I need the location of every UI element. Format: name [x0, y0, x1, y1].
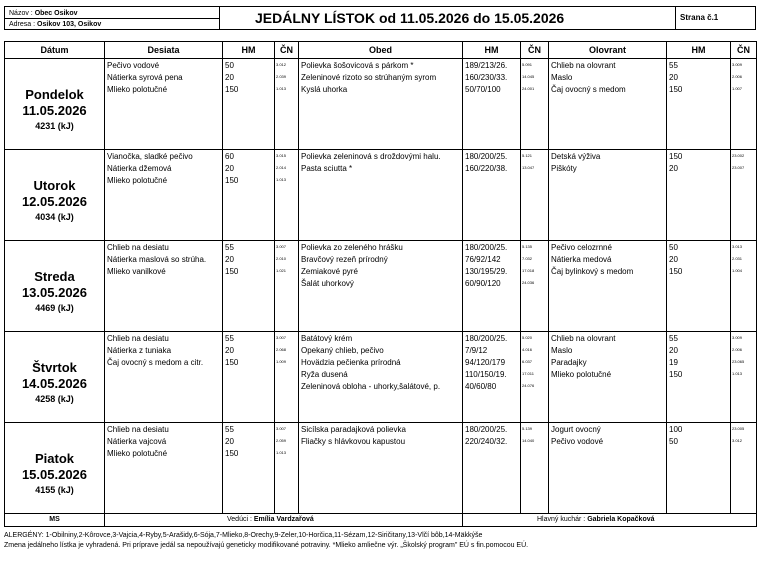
note: Zmena jedálneho lístka je vyhradená. Pri príprave jedál sa nepoužívajú geneticky modifikované potraviny. *Mlieko amliečne výr. „Školský program" EÚ s fin.pomocou EÚ. — [4, 542, 529, 549]
desiata-cn-cell — [275, 59, 299, 150]
olovrant-cn: 2.006 — [732, 74, 743, 79]
olovrant-cn: 1.007 — [732, 86, 743, 91]
obed-cn: 5.139 — [522, 426, 533, 431]
desiata-cn-cell — [275, 423, 299, 514]
desiata-hm: 150 — [225, 176, 239, 185]
obed-item: Pasta sciutta * — [301, 164, 353, 173]
desiata-cn: 1.009 — [276, 359, 287, 364]
desiata-hm: 50 — [225, 61, 234, 70]
desiata-hm: 20 — [225, 437, 234, 446]
obed-item: Ryža dusená — [301, 370, 348, 379]
column-header: Olovrant — [549, 42, 667, 59]
obed-item: Sicílska paradajková polievka — [301, 425, 406, 434]
name-value: Obec Osikov — [34, 10, 78, 17]
desiata-hm-cell — [223, 241, 275, 332]
desiata-cn-cell — [275, 332, 299, 423]
olovrant-hm-cell — [667, 332, 731, 423]
obed-cn: 17.018 — [522, 268, 535, 273]
obed-item: Batátový krém — [301, 334, 353, 343]
obed-hm-cell — [463, 150, 521, 241]
desiata-item: Chlieb na desiatu — [107, 425, 169, 434]
header-info — [9, 9, 101, 29]
desiata-cn-cell — [275, 150, 299, 241]
desiata-item: Nátierka syrová pena — [107, 73, 183, 82]
day-cell — [5, 423, 105, 514]
olovrant-hm: 150 — [669, 152, 683, 161]
obed-cn: 7.032 — [522, 256, 533, 261]
desiata-hm-cell — [223, 423, 275, 514]
olovrant-cn-cell — [731, 423, 757, 514]
table-row — [5, 241, 757, 332]
desiata-item: Vianočka, sladké pečivo — [107, 152, 193, 161]
olovrant-item: Maslo — [551, 346, 573, 355]
olovrant-item: Pečivo vodové — [551, 437, 604, 446]
day-cell — [5, 332, 105, 423]
desiata-hm: 55 — [225, 425, 234, 434]
desiata-item: Nátierka maslová so strúha. — [107, 255, 207, 264]
olovrant-cn: 1.013 — [732, 371, 743, 376]
olovrant-cn-cell — [731, 332, 757, 423]
table-body — [5, 59, 757, 527]
olovrant-cn: 3.013 — [732, 244, 743, 249]
obed-hm: 180/200/25. — [465, 152, 508, 161]
olovrant-hm-cell — [667, 150, 731, 241]
obed-hm: 130/195/29. — [465, 267, 508, 276]
desiata-cn: 1.021 — [276, 268, 287, 273]
olovrant-item-cell — [549, 423, 667, 514]
desiata-hm: 150 — [225, 267, 239, 276]
day-cell — [5, 241, 105, 332]
manager-label: Vedúci : — [227, 516, 252, 523]
obed-hm: 50/70/100 — [465, 85, 501, 94]
obed-cn: 14.045 — [522, 74, 535, 79]
day-name: Utorok — [33, 178, 76, 193]
table-row — [5, 332, 757, 423]
olovrant-item-cell — [549, 241, 667, 332]
desiata-item-cell — [105, 423, 223, 514]
olovrant-hm: 150 — [669, 267, 683, 276]
obed-item: Zeleninová obloha - uhorky,šalátové, p. — [301, 382, 441, 391]
obed-item-cell — [299, 59, 463, 150]
olovrant-cn: 2.006 — [732, 347, 743, 352]
table-row — [5, 59, 757, 150]
desiata-hm: 55 — [225, 334, 234, 343]
desiata-item: Čaj ovocný s medom a citr. — [107, 358, 204, 367]
obed-hm: 180/200/25. — [465, 243, 508, 252]
chef-cell — [463, 514, 757, 527]
day-energy: 4231 (kJ) — [35, 121, 74, 131]
day-name: Piatok — [34, 451, 74, 466]
olovrant-hm: 50 — [669, 243, 678, 252]
desiata-hm-cell — [223, 59, 275, 150]
obed-cn: 6.037 — [522, 359, 533, 364]
olovrant-item: Maslo — [551, 73, 573, 82]
desiata-item: Pečivo vodové — [107, 61, 160, 70]
obed-item: Polievka zo zeleného hrášku — [301, 243, 403, 252]
obed-item: Zemiakové pyré — [301, 267, 358, 276]
desiata-item: Nátierka vajcová — [107, 437, 167, 446]
olovrant-item-cell — [549, 150, 667, 241]
desiata-item: Nátierka z tuniaka — [107, 346, 172, 355]
olovrant-item-cell — [549, 332, 667, 423]
obed-cn-cell — [521, 423, 549, 514]
obed-item: Opekaný chlieb, pečivo — [301, 346, 384, 355]
desiata-cn: 1.013 — [276, 177, 287, 182]
obed-cn-cell — [521, 241, 549, 332]
olovrant-cn: 3.012 — [732, 438, 743, 443]
day-date: 12.05.2026 — [21, 194, 88, 209]
olovrant-cn: 2.031 — [732, 256, 743, 261]
obed-hm: 110/150/19. — [465, 370, 507, 379]
allergens-info — [4, 531, 756, 551]
desiata-hm: 20 — [225, 255, 234, 264]
day-energy: 4034 (kJ) — [35, 212, 74, 222]
olovrant-hm: 20 — [669, 346, 678, 355]
olovrant-cn-cell — [731, 59, 757, 150]
olovrant-item: Čaj ovocný s medom — [551, 85, 626, 94]
day-energy: 4469 (kJ) — [35, 303, 74, 313]
header-divider — [5, 18, 219, 19]
olovrant-cn: 23.002 — [732, 153, 745, 158]
olovrant-cn: 23.007 — [732, 165, 745, 170]
olovrant-hm: 20 — [669, 255, 678, 264]
olovrant-item: Detská výživa — [551, 152, 601, 161]
obed-hm: 160/220/38. — [465, 164, 508, 173]
desiata-cn: 3.015 — [276, 153, 287, 158]
obed-hm: 180/200/25. — [465, 334, 508, 343]
obed-cn: 5.020 — [522, 335, 533, 340]
olovrant-hm: 19 — [669, 358, 678, 367]
obed-cn: 24.036 — [522, 280, 535, 285]
obed-hm-cell — [463, 332, 521, 423]
desiata-hm: 150 — [225, 449, 239, 458]
desiata-cn-cell — [275, 241, 299, 332]
column-header: HM — [463, 42, 521, 59]
olovrant-hm-cell — [667, 59, 731, 150]
obed-cn: 5.091 — [522, 62, 533, 67]
name-label: Názov : — [9, 10, 33, 17]
olovrant-cn-cell — [731, 150, 757, 241]
day-date: 11.05.2026 — [22, 103, 87, 118]
olovrant-cn: 1.004 — [732, 268, 743, 273]
olovrant-item: Čaj bylinkový s medom — [551, 267, 634, 276]
olovrant-item-cell — [549, 59, 667, 150]
obed-cn: 14.040 — [522, 438, 535, 443]
desiata-item: Mlieko vanilkové — [107, 267, 166, 276]
day-cell — [5, 150, 105, 241]
olovrant-item: Mlieko polotučné — [551, 370, 612, 379]
obed-hm: 40/60/80 — [465, 382, 497, 391]
column-header: Dátum — [5, 42, 105, 59]
obed-hm: 189/213/26. — [465, 61, 508, 70]
chef-name: Gabriela Kopačková — [587, 516, 655, 523]
address-value: Osikov 103, Osikov — [37, 21, 102, 28]
olovrant-item: Paradajky — [551, 358, 587, 367]
allergens-list: ALERGÉNY: 1-Obilniny,2-Kôrovce,3-Vajcia,4-Ryby,5-Arašidy,6-Sója,7-Mlieko,8-Orechy,9-Zeler,10-Horčica,11-Sézam,12-Siričitany,13-Vlčí bôb,14-Mäkkýše — [4, 532, 483, 539]
desiata-item-cell — [105, 332, 223, 423]
obed-hm: 76/92/142 — [465, 255, 501, 264]
column-header: ČN — [521, 42, 549, 59]
olovrant-hm: 20 — [669, 164, 678, 173]
desiata-cn: 2.014 — [276, 165, 287, 170]
obed-item: Kyslá uhorka — [301, 85, 348, 94]
desiata-cn: 3.007 — [276, 426, 287, 431]
desiata-hm: 20 — [225, 164, 234, 173]
desiata-item: Chlieb na desiatu — [107, 334, 169, 343]
desiata-hm: 150 — [225, 85, 239, 94]
day-date: 14.05.2026 — [21, 376, 88, 391]
column-header: Desiata — [105, 42, 223, 59]
obed-hm: 94/120/179 — [465, 358, 506, 367]
olovrant-cn: 23.005 — [732, 426, 745, 431]
desiata-item: Mlieko polotučné — [107, 85, 168, 94]
day-energy: 4258 (kJ) — [35, 394, 74, 404]
desiata-cn: 1.013 — [276, 86, 287, 91]
obed-item-cell — [299, 332, 463, 423]
obed-hm-cell — [463, 59, 521, 150]
table-row — [5, 150, 757, 241]
desiata-item-cell — [105, 150, 223, 241]
obed-item: Bravčový rezeň prírodný — [301, 255, 388, 264]
obed-hm: 220/240/32. — [465, 437, 508, 446]
desiata-hm-cell — [223, 150, 275, 241]
column-header: ČN — [731, 42, 757, 59]
obed-item: Polievka šošovicová s párkom * — [301, 61, 414, 70]
column-header: Obed — [299, 42, 463, 59]
menu-table — [4, 41, 757, 527]
obed-cn: 4.016 — [522, 347, 533, 352]
page-number: Strana č.1 — [675, 7, 755, 29]
olovrant-item: Jogurt ovocný — [551, 425, 601, 434]
day-cell — [5, 59, 105, 150]
desiata-cn: 2.068 — [276, 347, 287, 352]
day-date: 15.05.2026 — [21, 467, 88, 482]
olovrant-hm: 20 — [669, 73, 678, 82]
obed-hm: 180/200/25. — [465, 425, 508, 434]
obed-cn: 24.001 — [522, 86, 535, 91]
obed-item: Zeleninové rizoto so strúhaným syrom — [301, 73, 437, 82]
table-row — [5, 423, 757, 514]
desiata-cn: 3.007 — [276, 244, 287, 249]
day-energy: 4155 (kJ) — [35, 485, 74, 495]
olovrant-cn: 3.009 — [732, 62, 743, 67]
header — [4, 6, 756, 30]
desiata-hm: 150 — [225, 358, 239, 367]
desiata-hm: 20 — [225, 346, 234, 355]
olovrant-hm-cell — [667, 241, 731, 332]
obed-cn: 5.135 — [522, 244, 533, 249]
table-header — [5, 42, 757, 59]
table-footer — [5, 514, 757, 527]
obed-hm-cell — [463, 241, 521, 332]
column-header: ČN — [275, 42, 299, 59]
desiata-cn: 2.039 — [276, 74, 287, 79]
desiata-item-cell — [105, 241, 223, 332]
olovrant-hm: 50 — [669, 437, 678, 446]
olovrant-hm-cell — [667, 423, 731, 514]
desiata-item-cell — [105, 59, 223, 150]
obed-cn: 5.121 — [522, 153, 533, 158]
chef-label: Hlavný kuchár : — [537, 516, 586, 523]
olovrant-hm: 100 — [669, 425, 683, 434]
obed-cn-cell — [521, 59, 549, 150]
day-name: Štvrtok — [32, 360, 77, 375]
address-label: Adresa : — [9, 21, 36, 28]
desiata-cn: 2.010 — [276, 256, 287, 261]
obed-item: Šalát uhorkový — [301, 279, 354, 288]
olovrant-item: Chlieb na olovrant — [551, 334, 616, 343]
day-date: 13.05.2026 — [21, 285, 88, 300]
page-title: JEDÁLNY LÍSTOK od 11.05.2026 do 15.05.2026 — [255, 10, 565, 26]
day-name: Pondelok — [25, 87, 84, 102]
obed-cn: 13.047 — [522, 165, 535, 170]
obed-item: Hovädzia pečienka prírodná — [301, 358, 401, 367]
desiata-item: Nátierka džemová — [107, 164, 172, 173]
manager-name: Emília Vardzařová — [253, 516, 314, 523]
obed-hm: 60/90/120 — [465, 279, 501, 288]
desiata-hm: 55 — [225, 243, 234, 252]
desiata-item: Chlieb na desiatu — [107, 243, 169, 252]
obed-item-cell — [299, 423, 463, 514]
olovrant-item: Piškóty — [551, 164, 577, 173]
obed-item: Polievka zeleninová s droždovými halu. — [301, 152, 441, 161]
desiata-item: Mlieko polotučné — [107, 176, 168, 185]
desiata-hm: 60 — [225, 152, 234, 161]
obed-cn: 17.011 — [522, 371, 534, 376]
desiata-cn: 1.013 — [276, 450, 287, 455]
olovrant-hm: 55 — [669, 61, 678, 70]
obed-item-cell — [299, 241, 463, 332]
olovrant-cn: 23.065 — [732, 359, 745, 364]
ms-mark: MS — [5, 514, 105, 527]
olovrant-item: Pečivo celozrnné — [551, 243, 612, 252]
obed-hm-cell — [463, 423, 521, 514]
olovrant-item: Nátierka medová — [551, 255, 612, 264]
column-header: HM — [223, 42, 275, 59]
obed-hm: 7/9/12 — [465, 346, 488, 355]
day-name: Streda — [34, 269, 75, 284]
desiata-cn: 2.059 — [276, 438, 287, 443]
obed-item-cell — [299, 150, 463, 241]
desiata-item: Mlieko polotučné — [107, 449, 168, 458]
obed-hm: 160/230/33. — [465, 73, 508, 82]
manager-cell — [105, 514, 463, 527]
olovrant-cn-cell — [731, 241, 757, 332]
olovrant-hm: 150 — [669, 370, 683, 379]
column-header: HM — [667, 42, 731, 59]
obed-item: Fliačky s hlávkovou kapustou — [301, 437, 406, 446]
desiata-hm-cell — [223, 332, 275, 423]
desiata-cn: 3.007 — [276, 335, 287, 340]
obed-cn-cell — [521, 150, 549, 241]
olovrant-item: Chlieb na olovrant — [551, 61, 616, 70]
olovrant-cn: 3.009 — [732, 335, 743, 340]
olovrant-hm: 150 — [669, 85, 683, 94]
desiata-cn: 3.012 — [276, 62, 287, 67]
header-divider — [219, 7, 220, 29]
obed-cn-cell — [521, 332, 549, 423]
desiata-hm: 20 — [225, 73, 234, 82]
olovrant-hm: 55 — [669, 334, 678, 343]
obed-cn: 24.076 — [522, 383, 535, 388]
